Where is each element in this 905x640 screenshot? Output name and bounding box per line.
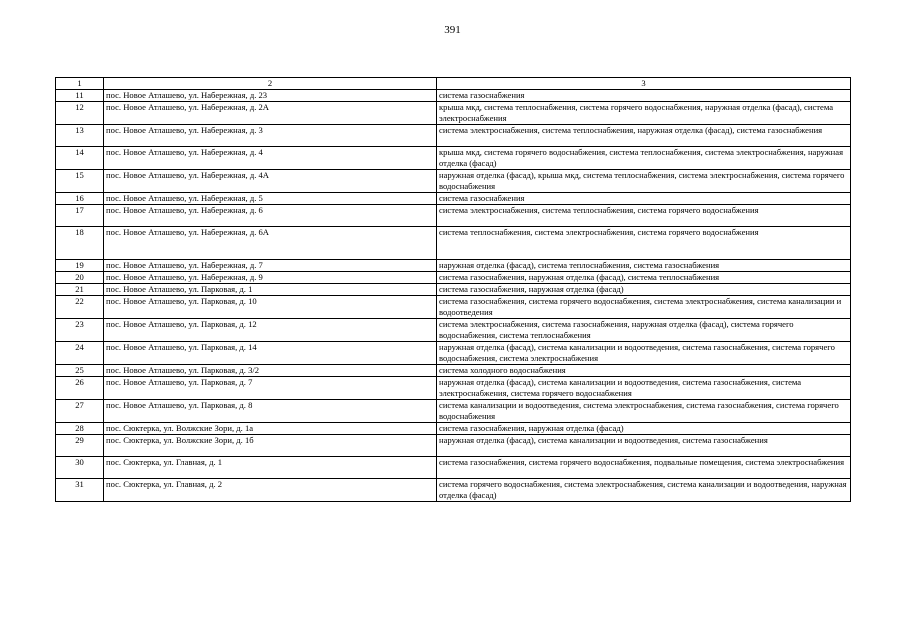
works-cell: система горячего водоснабжения, система электроснабжения, система канализации и водоотведения, наружная отделка (фасад) [437,479,851,502]
row-number: 23 [56,319,104,342]
address-cell: пос. Новое Атлашево, ул. Парковая, д. 3/2 [104,365,437,377]
table-row [56,457,851,479]
row-number: 16 [56,193,104,205]
address-cell: пос. Новое Атлашево, ул. Парковая, д. 10 [104,296,437,319]
works-cell: наружная отделка (фасад), система канализации и водоотведения, система газоснабжения, система электроснабжения, система горячего водоснабжения [437,377,851,400]
table-row [56,170,851,193]
row-number: 27 [56,400,104,423]
row-number: 24 [56,342,104,365]
works-cell: система газоснабжения, наружная отделка (фасад) [437,284,851,296]
row-number: 30 [56,457,104,479]
row-number: 11 [56,90,104,102]
works-cell: система канализации и водоотведения, система электроснабжения, система газоснабжения, система горячего водоснабжения [437,400,851,423]
works-cell: крыша мкд, система теплоснабжения, система горячего водоснабжения, наружная отделка (фасад), система электроснабжения [437,102,851,125]
address-cell: пос. Новое Атлашево, ул. Парковая, д. 14 [104,342,437,365]
row-number: 12 [56,102,104,125]
column-number-1: 1 [56,78,104,90]
works-cell: крыша мкд, система горячего водоснабжения, система теплоснабжения, система электроснабжения, наружная отделка (фасад) [437,147,851,170]
row-number: 15 [56,170,104,193]
table-row [56,90,851,102]
column-number-3: 3 [437,78,851,90]
address-cell: пос. Новое Атлашево, ул. Парковая, д. 12 [104,319,437,342]
row-number: 21 [56,284,104,296]
table-header-row [56,78,851,90]
table-row [56,227,851,260]
table-row [56,377,851,400]
table-row [56,205,851,227]
row-number: 29 [56,435,104,457]
row-number: 22 [56,296,104,319]
address-cell: пос. Новое Атлашево, ул. Парковая, д. 8 [104,400,437,423]
table-row [56,365,851,377]
page-number: 391 [444,24,461,36]
table-row [56,272,851,284]
register-table-body [56,78,851,502]
address-cell: пос. Сюктерка, ул. Главная, д. 2 [104,479,437,502]
table-row [56,296,851,319]
register-table [55,77,851,502]
works-cell: система электроснабжения, система теплоснабжения, система горячего водоснабжения [437,205,851,227]
works-cell: наружная отделка (фасад), крыша мкд, система теплоснабжения, система электроснабжения, система горячего водоснабжения [437,170,851,193]
row-number: 20 [56,272,104,284]
table-row [56,400,851,423]
row-number: 18 [56,227,104,260]
address-cell: пос. Новое Атлашево, ул. Набережная, д. 6А [104,227,437,260]
row-number: 25 [56,365,104,377]
table-row [56,342,851,365]
row-number: 31 [56,479,104,502]
works-cell: система газоснабжения [437,90,851,102]
address-cell: пос. Новое Атлашево, ул. Набережная, д. 9 [104,272,437,284]
address-cell: пос. Новое Атлашево, ул. Набережная, д. 3 [104,125,437,147]
table-row [56,479,851,502]
works-cell: система газоснабжения, наружная отделка (фасад) [437,423,851,435]
table-row [56,260,851,272]
address-cell: пос. Сюктерка, ул. Волжские Зори, д. 1б [104,435,437,457]
row-number: 28 [56,423,104,435]
works-cell: наружная отделка (фасад), система канализации и водоотведения, система газоснабжения [437,435,851,457]
table-row [56,193,851,205]
table-row [56,319,851,342]
works-cell: система газоснабжения, система горячего водоснабжения, подвальные помещения, система электроснабжения [437,457,851,479]
works-cell: система газоснабжения [437,193,851,205]
works-cell: система газоснабжения, система горячего водоснабжения, система электроснабжения, система канализации и водоотведения [437,296,851,319]
works-cell: наружная отделка (фасад), система теплоснабжения, система газоснабжения [437,260,851,272]
address-cell: пос. Новое Атлашево, ул. Набережная, д. 7 [104,260,437,272]
table-row [56,102,851,125]
works-cell: система электроснабжения, система газоснабжения, наружная отделка (фасад), система горячего водоснабжения, система теплоснабжения [437,319,851,342]
row-number: 14 [56,147,104,170]
works-cell: система газоснабжения, наружная отделка (фасад), система теплоснабжения [437,272,851,284]
works-cell: система холодного водоснабжения [437,365,851,377]
table-row [56,423,851,435]
table-row [56,125,851,147]
address-cell: пос. Новое Атлашево, ул. Набережная, д. 2А [104,102,437,125]
table-row [56,284,851,296]
address-cell: пос. Новое Атлашево, ул. Парковая, д. 1 [104,284,437,296]
address-cell: пос. Сюктерка, ул. Волжские Зори, д. 1а [104,423,437,435]
address-cell: пос. Новое Атлашево, ул. Набережная, д. 4А [104,170,437,193]
works-cell: система теплоснабжения, система электроснабжения, система горячего водоснабжения [437,227,851,260]
row-number: 17 [56,205,104,227]
address-cell: пос. Новое Атлашево, ул. Набережная, д. 5 [104,193,437,205]
works-cell: система электроснабжения, система теплоснабжения, наружная отделка (фасад), система газоснабжения [437,125,851,147]
row-number: 19 [56,260,104,272]
address-cell: пос. Новое Атлашево, ул. Парковая, д. 7 [104,377,437,400]
address-cell: пос. Новое Атлашево, ул. Набережная, д. 23 [104,90,437,102]
table-row [56,435,851,457]
row-number: 26 [56,377,104,400]
address-cell: пос. Новое Атлашево, ул. Набережная, д. 4 [104,147,437,170]
column-number-2: 2 [104,78,437,90]
table-row [56,147,851,170]
address-cell: пос. Сюктерка, ул. Главная, д. 1 [104,457,437,479]
works-cell: наружная отделка (фасад), система канализации и водоотведения, система газоснабжения, система горячего водоснабжения, система электроснабжения [437,342,851,365]
address-cell: пос. Новое Атлашево, ул. Набережная, д. 6 [104,205,437,227]
row-number: 13 [56,125,104,147]
